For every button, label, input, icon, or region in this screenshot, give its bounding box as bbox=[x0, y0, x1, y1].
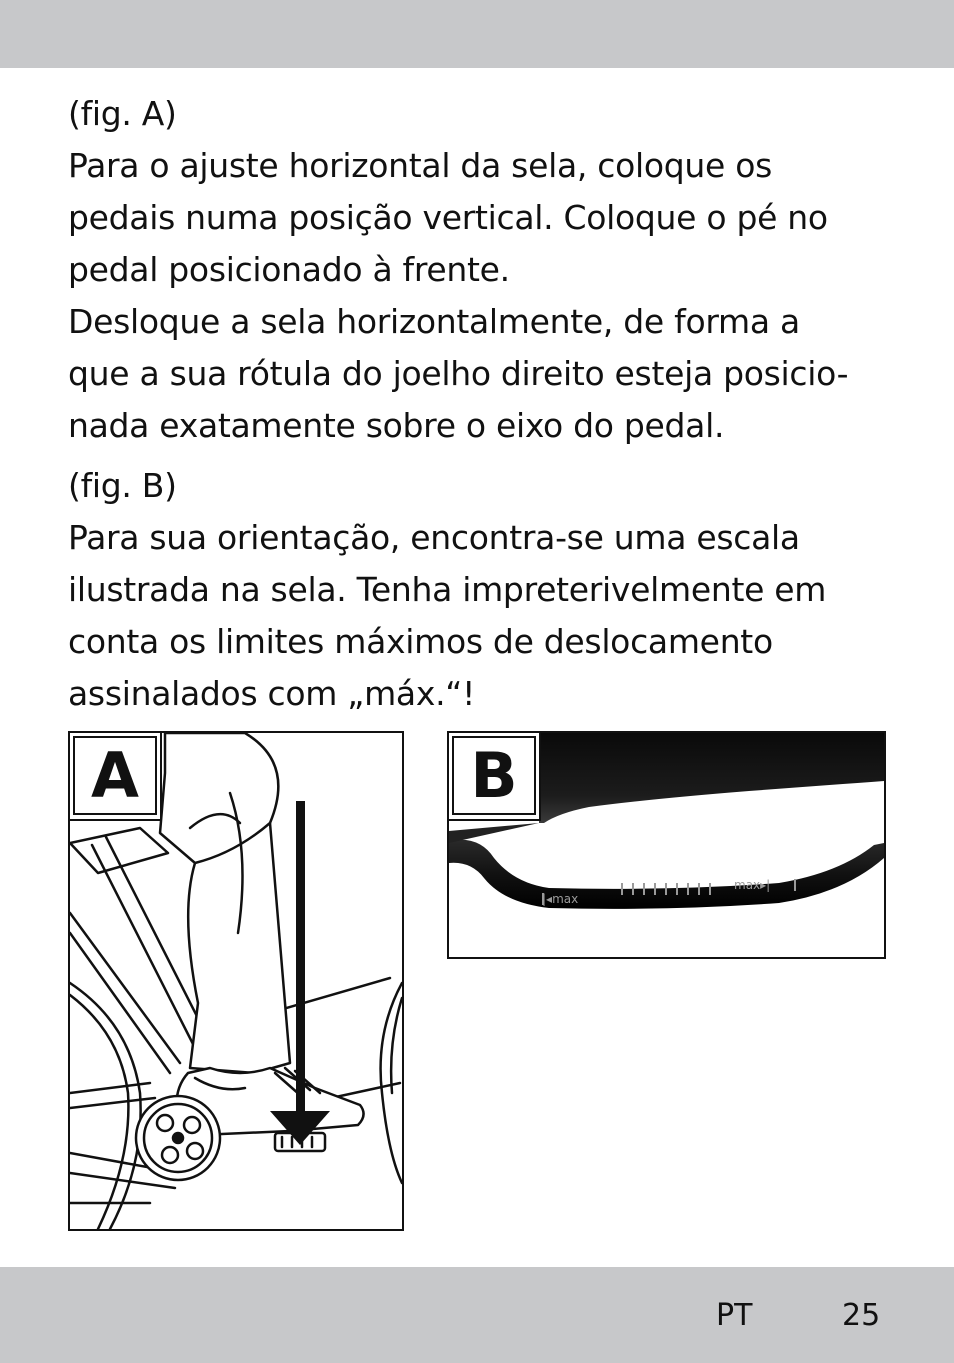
page-number: 25 bbox=[842, 1298, 881, 1333]
scale-max-label: max▸| bbox=[734, 878, 771, 892]
figure-b-label bbox=[449, 733, 541, 821]
fig-a-caption: (fig. A) bbox=[68, 94, 177, 133]
footer-bar bbox=[0, 1267, 954, 1363]
text-line: nada exatamente sobre o eixo do pedal. bbox=[68, 406, 725, 445]
text-line: Desloque a sela horizontalmente, de forma a bbox=[68, 302, 800, 341]
text-line: Para o ajuste horizontal da sela, coloque os bbox=[68, 146, 772, 185]
text-line: pedais numa posição vertical. Coloque o pé no bbox=[68, 198, 828, 237]
figure-a-label bbox=[70, 733, 162, 821]
fig-b-paragraph bbox=[68, 512, 898, 720]
figure-b-letter: B bbox=[452, 736, 536, 815]
fig-a-paragraph-2 bbox=[68, 296, 898, 452]
text-line: pedal posicionado à frente. bbox=[68, 250, 510, 289]
text-line: Para sua orientação, encontra-se uma escala bbox=[68, 518, 800, 557]
footer-language: PT bbox=[716, 1298, 753, 1333]
text-line: assinalados com „máx.“! bbox=[68, 674, 476, 713]
text-line: ilustrada na sela. Tenha impreterivelmente em bbox=[68, 570, 827, 609]
scale-min-label: |◂max bbox=[542, 892, 579, 906]
header-bar bbox=[0, 0, 954, 68]
fig-a-paragraph-1 bbox=[68, 140, 898, 296]
fig-b-caption: (fig. B) bbox=[68, 466, 177, 505]
figure-a-letter: A bbox=[73, 736, 157, 815]
text-line: conta os limites máximos de deslocamento bbox=[68, 622, 773, 661]
figure-b bbox=[447, 731, 886, 959]
text-line: que a sua rótula do joelho direito esteja posicio- bbox=[68, 354, 849, 393]
instruction-text bbox=[68, 88, 898, 720]
figure-a bbox=[68, 731, 404, 1231]
